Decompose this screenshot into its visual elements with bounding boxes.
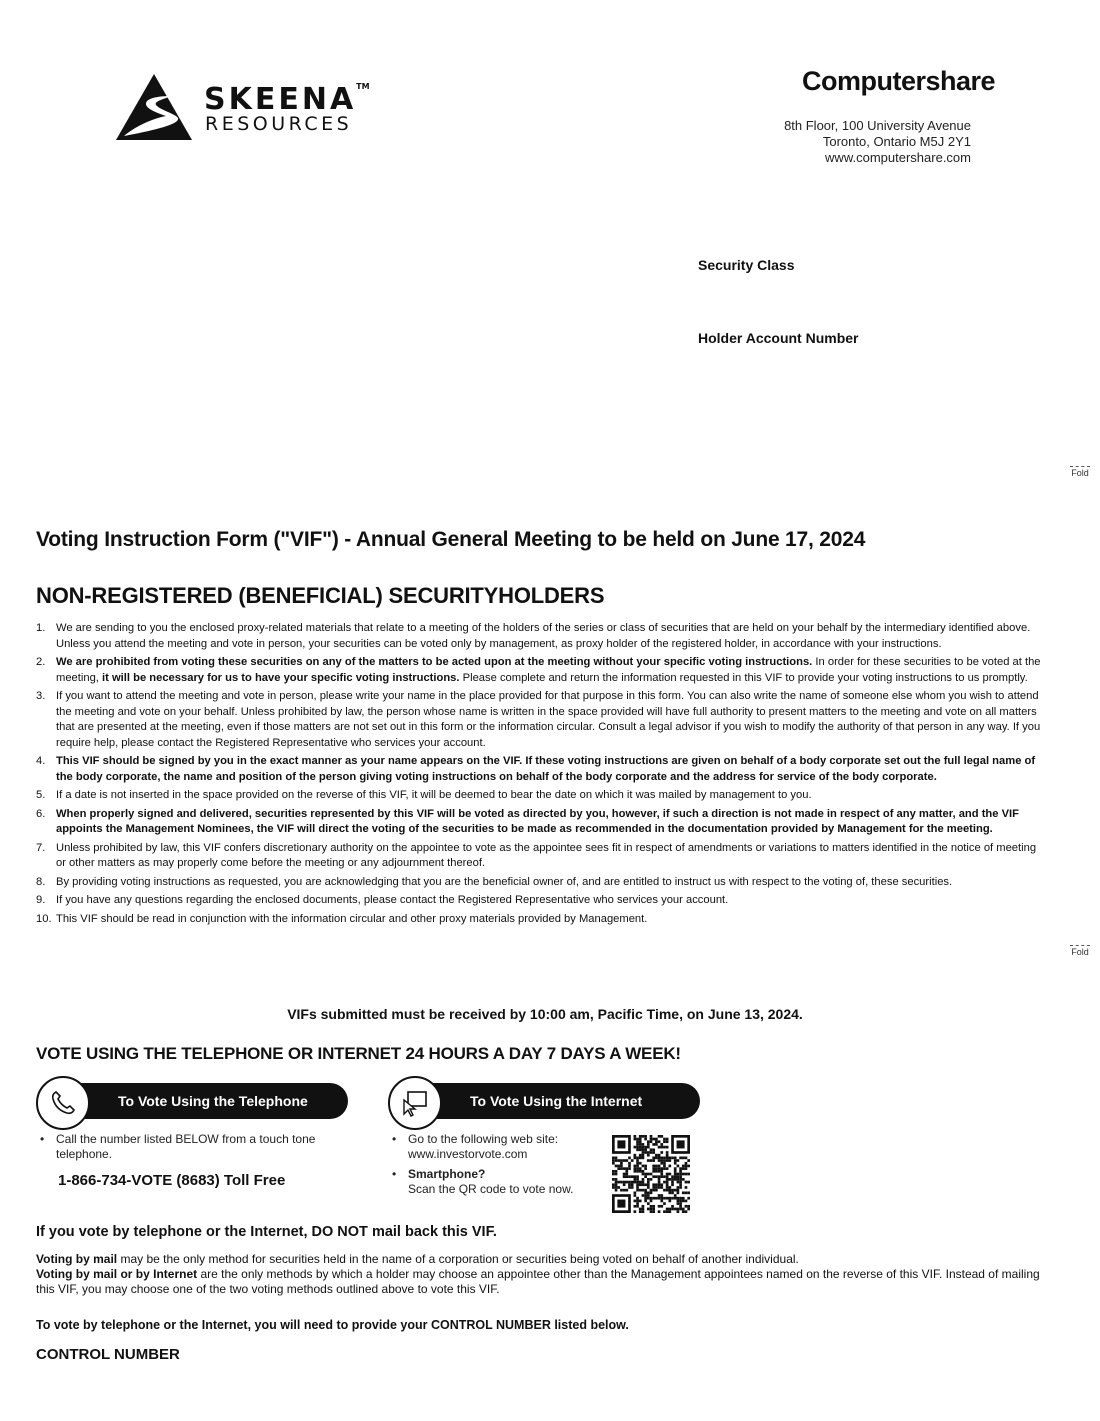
instruction-number: 9.: [36, 894, 46, 906]
telephone-vote-label: To Vote Using the Telephone: [118, 1093, 308, 1109]
instruction-number: 8.: [36, 875, 46, 888]
instruction-number: 1.: [36, 622, 46, 634]
telephone-vote-banner: [58, 1083, 348, 1119]
internet-instruction: • Go to the following web site: www.investorvote.com: [392, 1132, 559, 1161]
instruction-item: [36, 754, 1048, 785]
instruction-item: [36, 912, 1048, 928]
holder-account-label: Holder Account Number: [698, 330, 859, 346]
internet-vote-banner: [410, 1083, 700, 1119]
instruction-text: it will be necessary for us to have your specific voting instructions.: [102, 671, 460, 684]
section-title: NON-REGISTERED (BENEFICIAL) SECURITYHOLDERS: [36, 583, 605, 608]
mail-warning: If you vote by telephone or the Internet, DO NOT mail back this VIF.: [36, 1224, 497, 1240]
trademark-symbol: TM: [356, 82, 370, 91]
instruction-text: This VIF should be signed by you in the exact manner as your name appears on the VIF. If these voting instructions are given on behalf of a body corporate set out the full legal name of the body corporate, the name and position of the person giving voting instructions on behalf of the body corporate and the address for service of the body corporate.: [56, 755, 1036, 783]
instruction-number: 5.: [36, 789, 46, 801]
instruction-text: If you have any questions regarding the enclosed documents, please contact the Registered Representative who services your account.: [56, 894, 729, 906]
instruction-text: We are prohibited from voting these securities on any of the matters to be acted upon at the meeting without your specific voting instructions.: [56, 656, 813, 668]
instruction-item: [36, 807, 1048, 838]
skeena-logo-mark: [116, 74, 192, 140]
control-number-instruction: To vote by telephone or the Internet, you will need to provide your CONTROL NUMBER listed below.: [36, 1318, 629, 1332]
internet-vote-label: To Vote Using the Internet: [470, 1093, 643, 1109]
form-title: Voting Instruction Form ("VIF") - Annual General Meeting to be held on June 17, 2024: [36, 528, 866, 551]
vote-heading: VOTE USING THE TELEPHONE OR INTERNET 24 HOURS A DAY 7 DAYS A WEEK!: [36, 1044, 681, 1063]
instruction-item: [36, 875, 1048, 891]
telephone-instruction: • Call the number listed BELOW from a touch tone telephone.: [40, 1132, 316, 1161]
instruction-text: We are sending to you the enclosed proxy-related materials that relate to a meeting of the holders of the series or class of securities that are held on your behalf by the intermediary identified above. Unless you attend the meeting and vote in person, your securities can be voted only by management, as proxy holder of the registered holder, in accordance with your instructions.: [56, 622, 1031, 650]
instruction-text: Please complete and return the information requested in this VIF to provide your voting instructions to us promptly.: [459, 671, 1028, 684]
control-number-label: CONTROL NUMBER: [36, 1346, 180, 1363]
instruction-text: If you want to attend the meeting and vote in person, please write your name in the place provided for that purpose in this form. You can also write the name of someone else whom you wish to attend the meeting and vote on your behalf. Unless prohibited by law, the person whose name is written in the space provided will have full authority to present matters to the meeting and vote on all matters that are presented at the meeting, even if those matters are not set out in this form or the information circular. Consult a legal advisor if you wish to modify the authority of that person in any way. If you require help, please contact the Registered Representative who services your account.: [56, 690, 1041, 749]
instruction-text: When properly signed and delivered, securities represented by this VIF will be voted as directed by you, however, if such a direction is not made in respect of any matter, and the VIF appoints the Management Nominees, the VIF will direct the voting of the securities to be made as recommended in the documentation provided by Management for the meeting.: [56, 807, 1019, 835]
skeena-logo-name: SKEENA™: [204, 82, 370, 117]
instruction-item: [36, 621, 1048, 652]
instruction-number: 2.: [36, 656, 46, 668]
security-class-label: Security Class: [698, 257, 795, 273]
submission-deadline: VIFs submitted must be received by 10:00 am, Pacific Time, on June 13, 2024.: [287, 1006, 803, 1022]
telephone-icon: [36, 1076, 90, 1130]
instruction-number: 6.: [36, 807, 46, 820]
instruction-number: 3.: [36, 690, 46, 702]
fold-mark: Fold: [1071, 947, 1089, 957]
qr-code[interactable]: [612, 1135, 690, 1213]
mail-notes: Voting by mail may be the only method for securities held in the name of a corporation or securities being voted on behalf of another individual. Voting by mail or by Internet are the only methods by which a holder may choose an appointee other than the Management appointees named on the reverse of this VIF. Instead of mailing this VIF, you may choose one of the two voting methods outlined above to vote this VIF.: [36, 1252, 1040, 1296]
telephone-number: 1-866-734-VOTE (8683) Toll Free: [58, 1172, 286, 1189]
instruction-item: [36, 841, 1048, 872]
computershare-logo: Computershare: [802, 66, 996, 96]
instruction-item: [36, 788, 1048, 804]
instruction-text: This VIF should be read in conjunction with the information circular and other proxy materials provided by Management.: [56, 912, 648, 925]
instruction-item: [36, 655, 1048, 686]
instruction-number: 4.: [36, 755, 46, 767]
instructions-list: [36, 621, 1048, 930]
instruction-text: Unless prohibited by law, this VIF confers discretionary authority on the appointee to vote as the appointee sees fit in respect of amendments or variations to matters identified in the notice of meeting or other matters as may properly come before the meeting or any adjournment thereof.: [56, 841, 1037, 869]
instruction-item: [36, 689, 1048, 751]
address-line: Toronto, Ontario M5J 2Y1: [822, 134, 971, 149]
computer-cursor-icon: [388, 1076, 442, 1130]
instruction-text: By providing voting instructions as requested, you are acknowledging that you are the beneficial owner of, and are entitled to instruct us with respect to the voting of, these securities.: [56, 875, 953, 888]
smartphone-instruction: • Smartphone? Scan the QR code to vote now.: [392, 1167, 574, 1196]
skeena-logo-subtitle: RESOURCES: [205, 113, 353, 135]
agent-address: [784, 118, 971, 166]
instruction-number: 7.: [36, 841, 46, 854]
vote-website[interactable]: www.investorvote.com: [408, 1147, 528, 1161]
instruction-item: [36, 893, 1048, 909]
fold-mark: Fold: [1071, 468, 1089, 478]
instruction-text: If a date is not inserted in the space provided on the reverse of this VIF, it will be deemed to bear the date on which it was mailed by management to you.: [56, 789, 812, 801]
instruction-number: 10.: [36, 912, 52, 925]
instruction-text: In order for these securities to be voted at the meeting,: [56, 656, 1041, 684]
address-line: www.computershare.com: [825, 150, 971, 165]
address-line: 8th Floor, 100 University Avenue: [784, 118, 971, 133]
